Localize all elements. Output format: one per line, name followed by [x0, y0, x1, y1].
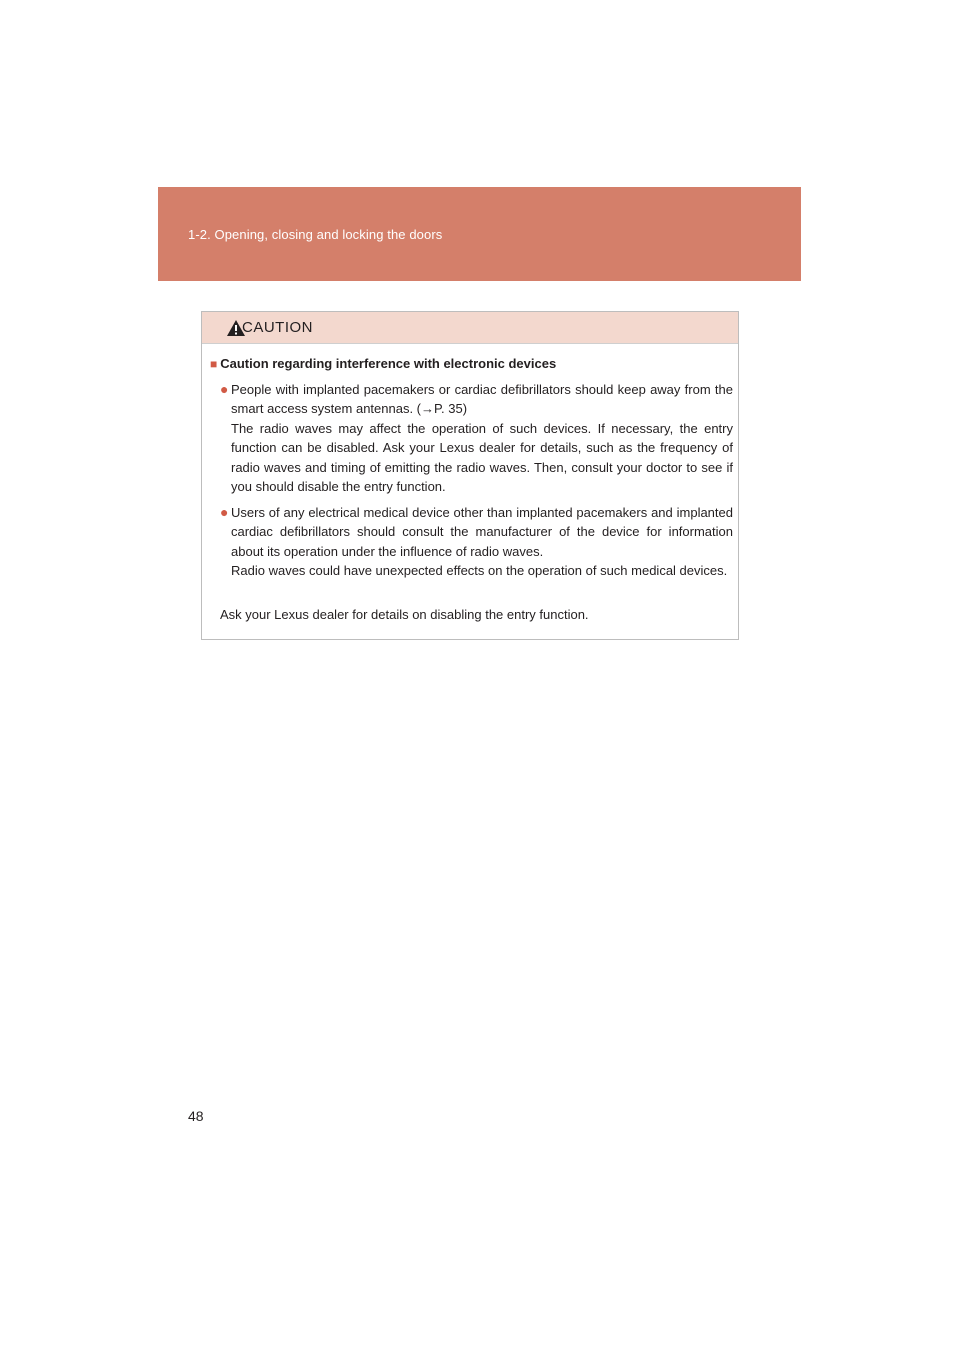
caution-box — [201, 311, 739, 640]
bullet-2-paragraph-2: Radio waves could have unexpected effects on the operation of such medical devices. — [231, 563, 728, 579]
section-title: 1-2. Opening, closing and locking the doors — [188, 227, 443, 242]
section-header-band — [158, 187, 801, 281]
caution-subheading — [210, 356, 556, 371]
caution-subheading-text: Caution regarding interference with electronic devices — [220, 356, 557, 371]
bullet-1-paragraph-1: People with implanted pacemakers or cardiac defibrillators should keep away from the smart access system antennas. (→P. 35) — [231, 382, 733, 417]
caution-header — [202, 312, 738, 344]
caution-bullet-2 — [220, 503, 735, 581]
round-bullet-icon: ● — [220, 381, 229, 397]
round-bullet-icon: ● — [220, 504, 229, 520]
bullet-2-paragraph-1: Users of any electrical medical device other than implanted pacemakers and implanted cardiac defibrillators should consult the manufacturer of the device for information about its operation under the influence of radio waves. — [231, 505, 733, 559]
caution-label: CAUTION — [242, 319, 313, 336]
caution-bullet-1 — [220, 380, 735, 496]
bullet-1-paragraph-2: The radio waves may affect the operation of such devices. If necessary, the entry function can be disabled. Ask your Lexus dealer for details, such as the frequency of radio waves and timing of emitting the radio waves. Then, consult your doctor to see if you should disable the entry function. — [231, 420, 733, 495]
page-number: 48 — [188, 1108, 204, 1124]
square-bullet-icon: ■ — [210, 357, 218, 371]
caution-closing-note: Ask your Lexus dealer for details on disabling the entry function. — [220, 607, 589, 622]
